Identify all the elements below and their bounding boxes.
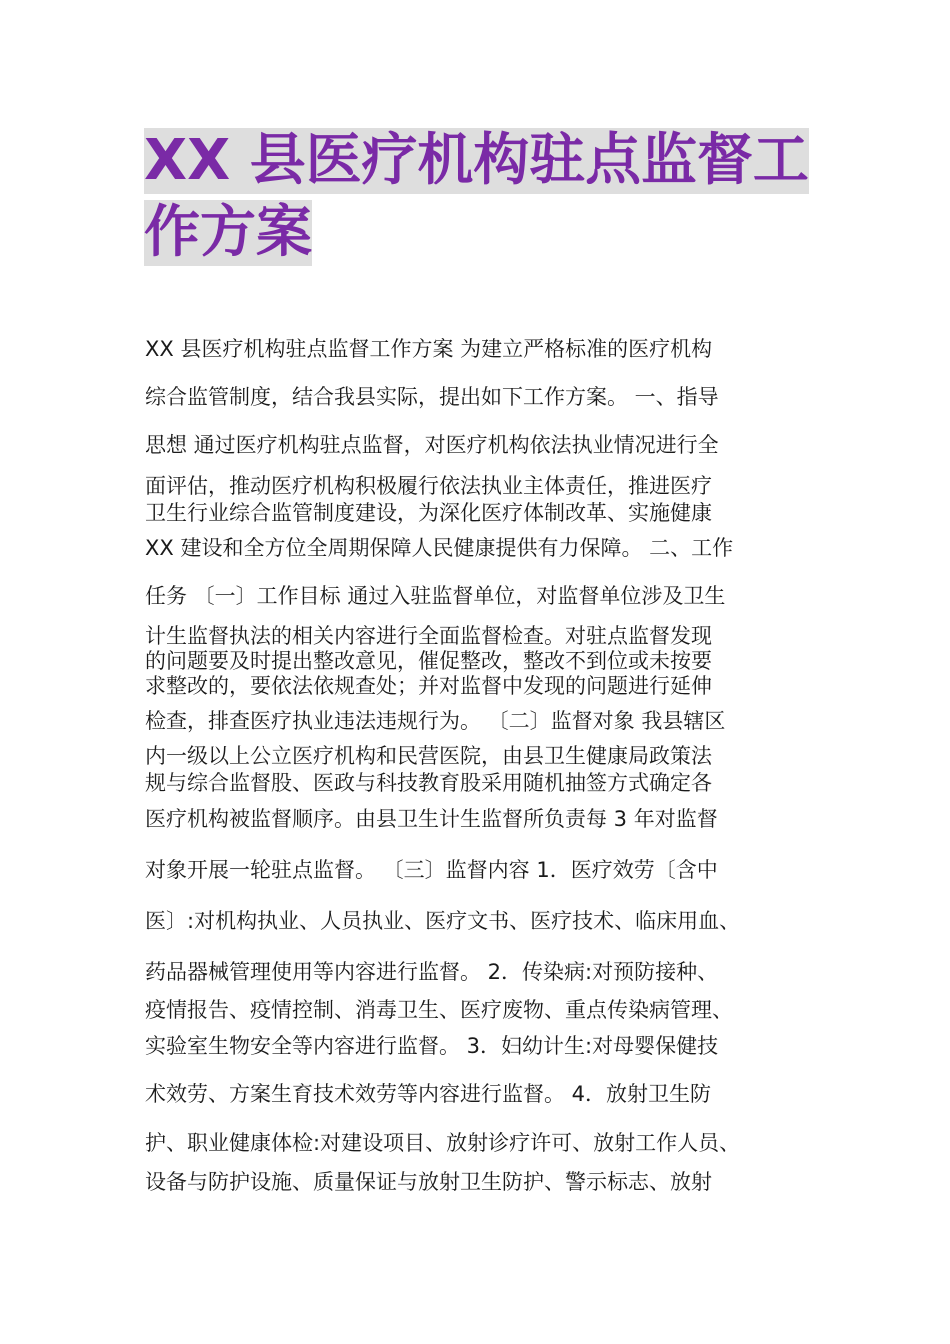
body-line: 对象开展一轮驻点监督。 〔三〕监督内容 1．医疗效劳〔含中 <box>145 858 718 882</box>
body-line: 设备与防护设施、质量保证与放射卫生防护、警示标志、放射 <box>145 1170 712 1194</box>
body-line: 面评估，推动医疗机构积极履行依法执业主体责任，推进医疗 <box>145 474 712 498</box>
title-line-2: 作方案 <box>144 200 312 265</box>
body-line: XX 县医疗机构驻点监督工作方案 为建立严格标准的医疗机构 <box>145 337 713 361</box>
body-line: 计生监督执法的相关内容进行全面监督检查。对驻点监督发现 <box>145 624 712 648</box>
body-line: 的问题要及时提出整改意见，催促整改，整改不到位或未按要 <box>145 649 712 673</box>
body-line: 护、职业健康体检:对建设项目、放射诊疗许可、放射工作人员、 <box>145 1131 741 1155</box>
title-line-1: XX 县医疗机构驻点监督工 <box>144 128 809 193</box>
body-line: 疫情报告、疫情控制、消毒卫生、医疗废物、重点传染病管理、 <box>145 998 733 1022</box>
body-line: XX 建设和全方位全周期保障人民健康提供有力保障。 二、工作 <box>145 536 734 560</box>
body-line: 综合监管制度，结合我县实际，提出如下工作方案。 一、指导 <box>145 385 719 409</box>
body-line: 检查，排查医疗执业违法违规行为。 〔二〕监督对象 我县辖区 <box>145 709 726 733</box>
body-line: 术效劳、方案生育技术效劳等内容进行监督。 4．放射卫生防 <box>145 1082 712 1106</box>
body-line: 任务 〔一〕工作目标 通过入驻监督单位，对监督单位涉及卫生 <box>145 584 726 608</box>
body-line: 实验室生物安全等内容进行监督。 3．妇幼计生:对母婴保健技 <box>145 1034 719 1058</box>
body-line: 医〕:对机构执业、人员执业、医疗文书、医疗技术、临床用血、 <box>145 909 741 933</box>
body-line: 思想 通过医疗机构驻点监督，对医疗机构依法执业情况进行全 <box>145 433 719 457</box>
body-line: 医疗机构被监督顺序。由县卫生计生监督所负责每 3 年对监督 <box>145 807 718 831</box>
body-line: 求整改的，要依法依规查处；并对监督中发现的问题进行延伸 <box>145 674 712 698</box>
body-line: 卫生行业综合监管制度建设，为深化医疗体制改革、实施健康 <box>145 501 712 525</box>
body-line: 药品器械管理使用等内容进行监督。 2．传染病:对预防接种、 <box>145 960 719 984</box>
body-line: 规与综合监督股、医政与科技教育股采用随机抽签方式确定各 <box>145 771 712 795</box>
body-line: 内一级以上公立医疗机构和民营医院，由县卫生健康局政策法 <box>145 744 712 768</box>
